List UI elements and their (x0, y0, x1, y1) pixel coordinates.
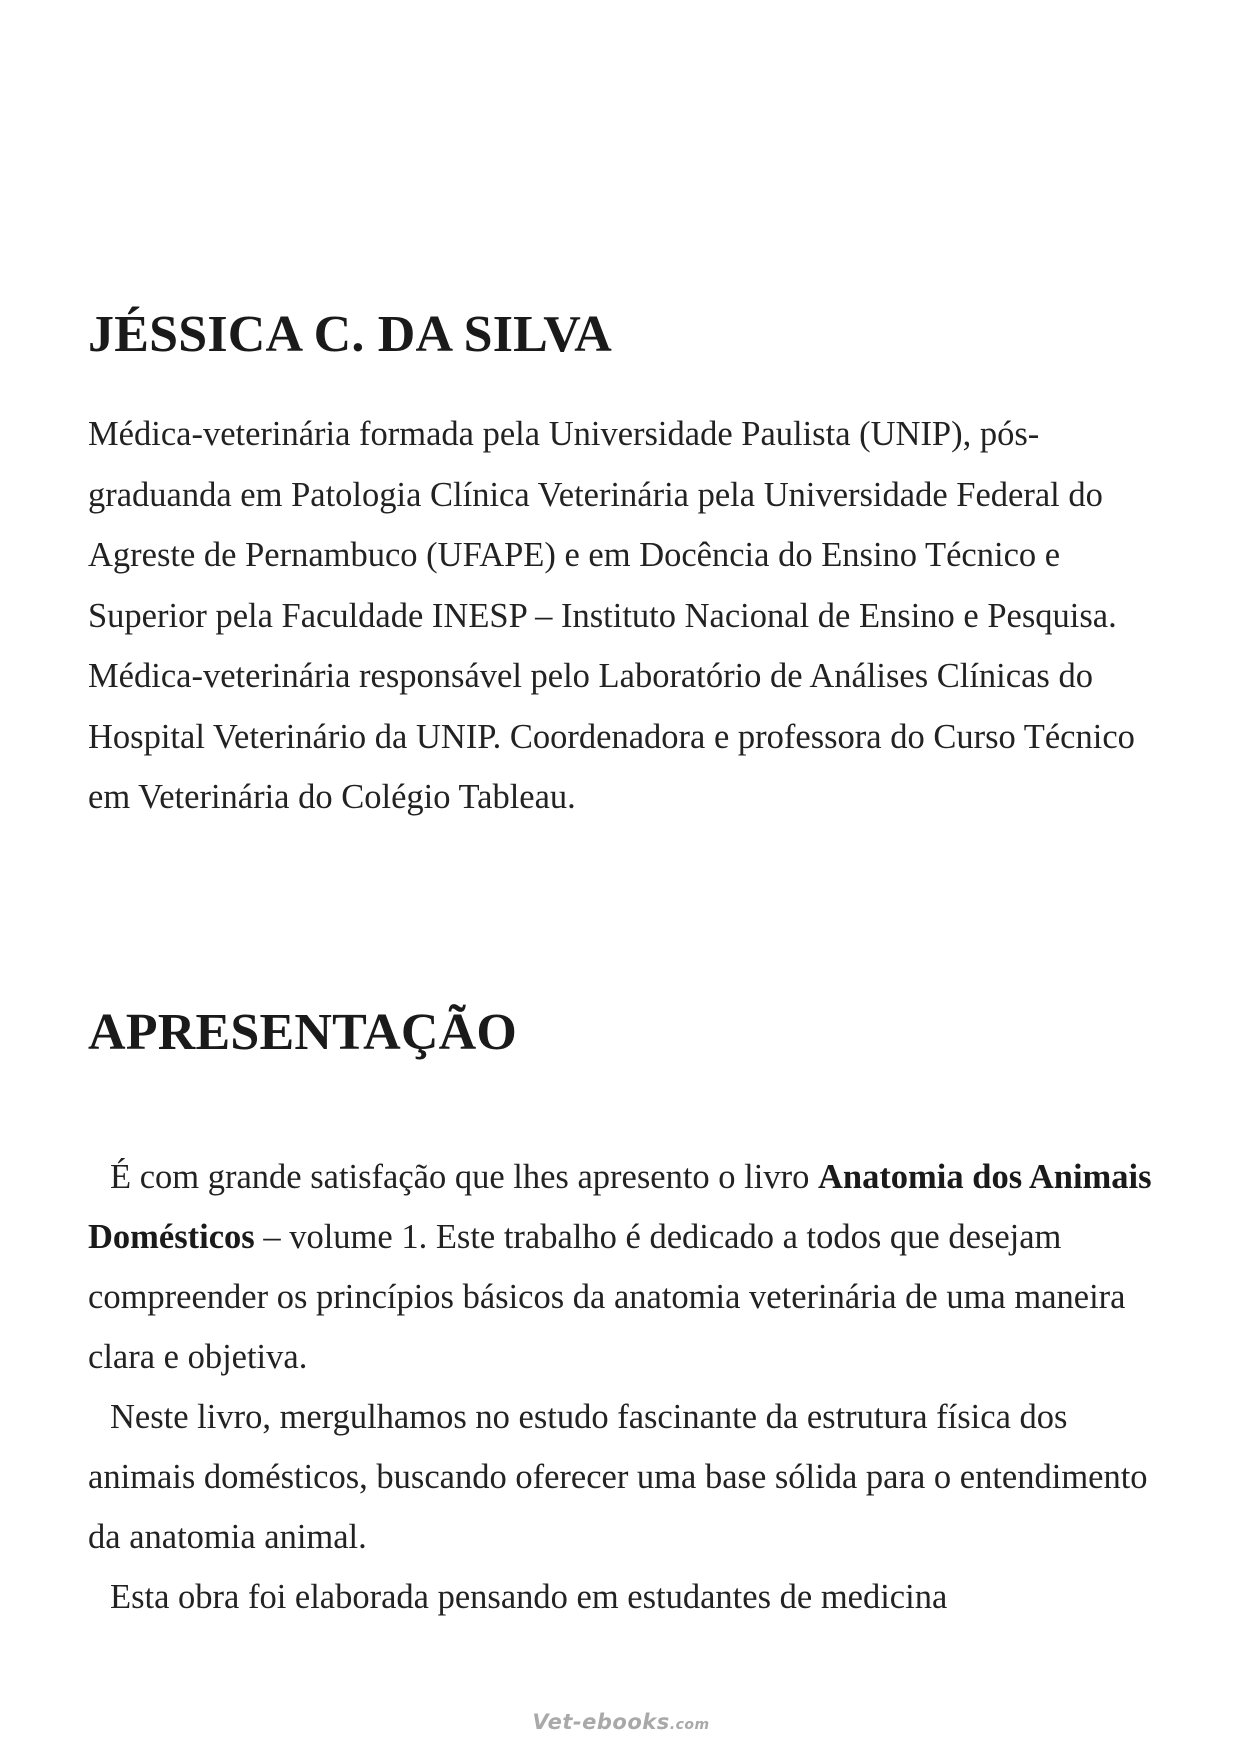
paragraph-1-rest: – volume 1. Este trabalho é dedicado a todos que desejam compreender os princípios básicos da anatomia veterinária de uma maneira clara e objetiva. (88, 1218, 1126, 1376)
watermark-suffix: .com (669, 1717, 710, 1733)
author-bio: Médica-veterinária formada pela Universidade Paulista (UNIP), pós-graduanda em Patologia Clínica Veterinária pela Universidade Federal do Agreste de Pernambuco (UFAPE) e em Docência do Ensino Técnico e Superior pela Faculdade INESP – Instituto Nacional de Ensino e Pesquisa. Médica-veterinária responsável pelo Laboratório de Análises Clínicas do Hospital Veterinário da UNIP. Coordenadora e professora do Curso Técnico em Veterinária do Colégio Tableau. (88, 415, 1135, 816)
presentation-paragraph-1 (88, 1147, 1168, 1387)
presentation-body (88, 1147, 1168, 1627)
paragraph-1-intro: É com grande satisfação que lhes apresento o livro (110, 1158, 818, 1196)
presentation-paragraph-3: Esta obra foi elaborada pensando em estudantes de medicina (110, 1578, 948, 1616)
author-name-heading: JÉSSICA C. DA SILVA (88, 306, 613, 363)
presentation-paragraph-2: Neste livro, mergulhamos no estudo fascinante da estrutura física dos animais domésticos, buscando oferecer uma base sólida para o entendimento da anatomia animal. (88, 1398, 1148, 1556)
watermark-text: Vet-ebooks (532, 1710, 670, 1734)
presentation-heading: APRESENTAÇÃO (88, 1004, 518, 1061)
watermark-logo (0, 1710, 1242, 1734)
book-title: Anatomia dos Animais Domésticos (88, 1158, 1152, 1256)
